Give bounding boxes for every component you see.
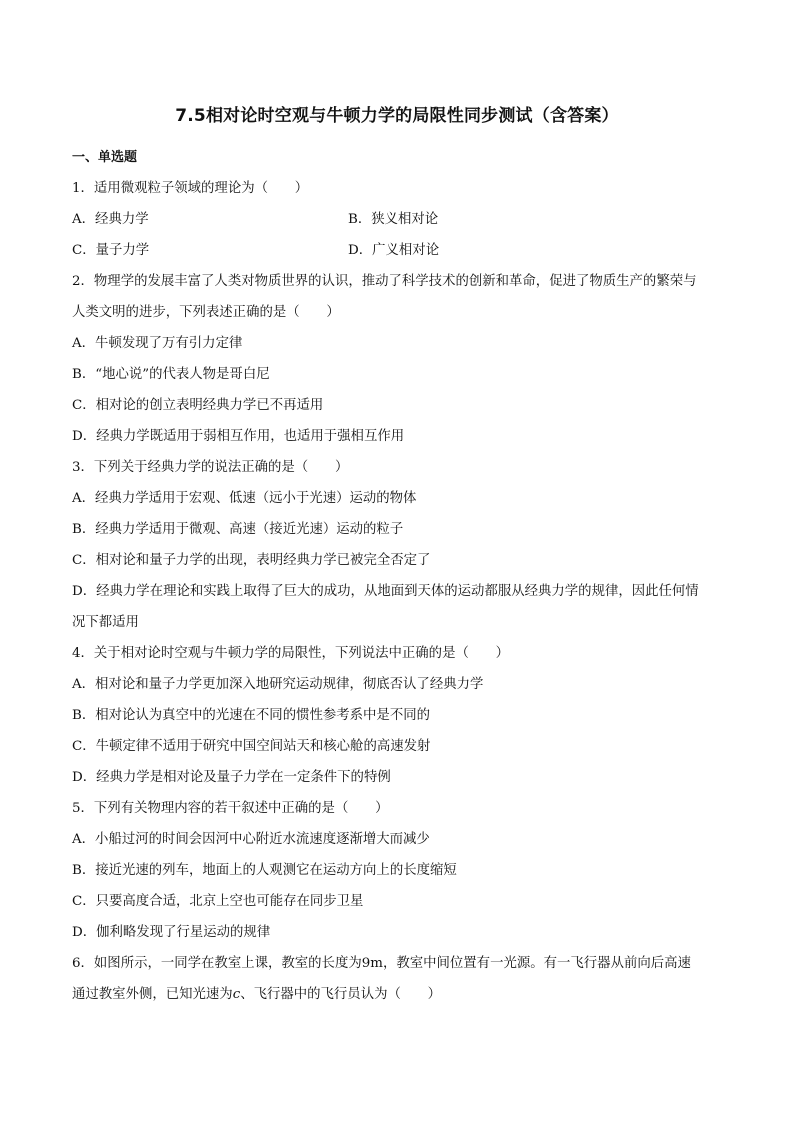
option-b: B．狭义相对论 [348,212,439,227]
option-c: C．量子力学 [72,243,150,258]
option-a: A．相对论和量子力学更加深入地研究运动规律，彻底否认了经典力学 [72,677,484,692]
question-stem: 3．下列关于经典力学的说法正确的是（ ） [72,460,349,475]
option-a: A．小船过河的时间会因河中心附近水流速度逐渐增大而减少 [72,832,430,847]
option-c: C．牛顿定律不适用于研究中国空间站天和核心舱的高速发射 [72,739,431,754]
option-a: A．经典力学适用于宏观、低速（远小于光速）运动的物体 [72,491,417,506]
option-b: B．经典力学适用于微观、高速（接近光速）运动的粒子 [72,522,404,537]
option-c: C．相对论的创立表明经典力学已不再适用 [72,398,324,413]
option-d: D．经典力学在理论和实践上取得了巨大的成功，从地面到天体的运动都服从经典力学的规律，因此任何情 [72,584,699,599]
question-stem: 5．下列有关物理内容的若干叙述中正确的是（ ） [72,801,389,816]
option-d-continued: 况下都适用 [72,615,139,630]
question-1 [72,173,724,266]
option-b: B．接近光速的列车，地面上的人观测它在运动方向上的长度缩短 [72,863,457,878]
question-stem-continued [72,979,724,1010]
option-d: D．经典力学既适用于弱相互作用，也适用于强相互作用 [72,429,405,444]
question-4 [72,638,724,793]
option-b: B．相对论认为真空中的光速在不同的惯性参考系中是不同的 [72,708,430,723]
section-heading: 一、单选题 [72,150,138,165]
question-stem: 2．物理学的发展丰富了人类对物质世界的认识，推动了科学技术的创新和革命，促进了物质生产的繁荣与 [72,274,697,289]
option-row [72,204,724,235]
question-stem: 6．如图所示，一同学在教室上课，教室的长度为9m，教室中间位置有一光源。有一飞行器从前向后高速 [72,956,691,971]
stem-text: 通过教室外侧，已知光速为 [72,987,233,1002]
question-2 [72,266,724,452]
option-row [72,235,724,266]
option-c: C．只要高度合适，北京上空也可能存在同步卫星 [72,894,364,909]
question-stem: 4．关于相对论时空观与牛顿力学的局限性，下列说法中正确的是（ ） [72,646,510,661]
question-stem: 1．适用微观粒子领域的理论为（ ） [72,181,309,196]
document-title: 7.5相对论时空观与牛顿力学的局限性同步测试（含答案） [175,106,619,126]
option-a: A．牛顿发现了万有引力定律 [72,336,243,351]
option-d: D．广义相对论 [348,243,440,258]
question-3 [72,452,724,638]
option-b: B．“地心说”的代表人物是哥白尼 [72,367,270,382]
option-d: D．伽利略发现了行星运动的规律 [72,925,271,940]
speed-of-light-symbol: c [232,987,241,1002]
option-d: D．经典力学是相对论及量子力学在一定条件下的特例 [72,770,391,785]
question-stem-continued: 人类文明的进步，下列表述正确的是（ ） [72,305,340,320]
question-5 [72,793,724,948]
stem-text: 、飞行器中的飞行员认为（ ） [240,987,442,1002]
question-6 [72,948,724,1010]
option-a: A．经典力学 [72,212,149,227]
option-c: C．相对论和量子力学的出现，表明经典力学已被完全否定了 [72,553,431,568]
document-body [72,142,724,1010]
